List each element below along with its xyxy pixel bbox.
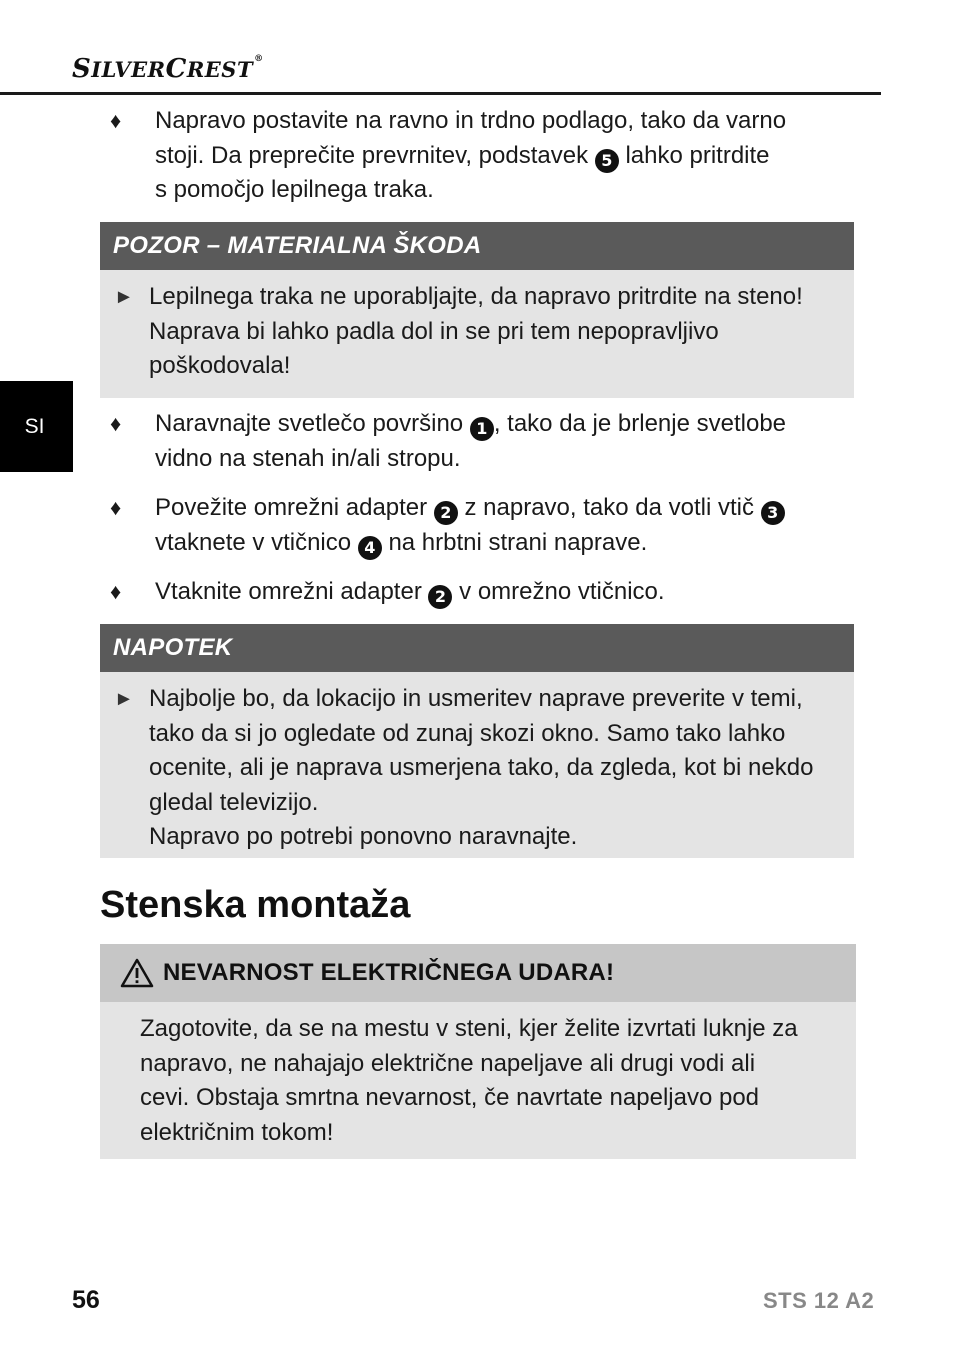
caution-box: POZOR – MATERIALNA ŠKODA ► Lepilnega traka ne uporabljajte, da napravo pritrdite na steno! Naprava bi lahko padla dol in se pri tem nepopravljivo poškodovala! — [100, 222, 854, 398]
model-label: STS 12 A2 — [763, 1288, 875, 1313]
part-number-badge: 2 — [428, 585, 452, 609]
arrow-bullet-icon: ► — [114, 286, 134, 308]
note-box: NAPOTEK ► Najbolje bo, da lokacijo in usmeritev naprave preverite v temi, tako da si jo ogledate od zunaj skozi okno. Samo tako lahko ocenite, ali je naprava usmerjena tako, da zgleda, kot bi nekdo gledal televizijo. Napravo po potrebi ponovno naravnajte. — [100, 624, 854, 858]
page-number: 56 — [72, 1286, 100, 1314]
bullet-item: ♦ Napravo postavite na ravno in trdno podlago, tako da varno stoji. Da preprečite prevrnitev, podstavek 5 lahko pritrdite s pomočjo lepilnega traka. — [110, 104, 840, 208]
language-tab-label: SI — [24, 414, 45, 438]
brand-logo: SILVERCREST® — [72, 54, 264, 84]
part-number-badge: 5 — [595, 149, 619, 173]
diamond-bullet-icon: ♦ — [110, 411, 122, 436]
part-number-badge: 2 — [434, 501, 458, 525]
header-rule — [0, 92, 881, 95]
diamond-bullet-icon: ♦ — [110, 579, 122, 604]
bullet-item: ♦ Povežite omrežni adapter 2 z napravo, tako da votli vtič 3 vtaknete v vtičnico 4 na hrbtni strani naprave. — [110, 491, 840, 560]
section-title: Stenska montaža — [100, 884, 411, 926]
warning-box-header — [100, 944, 856, 1002]
language-tab — [0, 381, 73, 472]
warning-box: NEVARNOST ELEKTRIČNEGA UDARA! Zagotovite, da se na mestu v steni, kjer želite izvrtati luknje za napravo, ne nahajajo električne napeljave ali drugi vodi ali cevi. Obstaja smrtna nevarnost, če navrtate napeljavo pod električnim tokom! — [100, 944, 856, 1159]
warning-triangle-icon — [120, 958, 154, 988]
caution-box-title: POZOR – MATERIALNA ŠKODA — [100, 222, 854, 270]
warning-box-title: NEVARNOST ELEKTRIČNEGA UDARA! — [163, 958, 615, 986]
arrow-bullet-icon: ► — [114, 688, 134, 710]
diamond-bullet-icon: ♦ — [110, 108, 122, 133]
part-number-badge: 3 — [761, 501, 785, 525]
diamond-bullet-icon: ♦ — [110, 495, 122, 520]
bullet-item: ♦ Vtaknite omrežni adapter 2 v omrežno vtičnico. — [110, 575, 840, 610]
note-box-title: NAPOTEK — [100, 624, 854, 672]
bullet-item: ♦ Naravnajte svetlečo površino 1 , tako da je brlenje svetlobe vidno na stenah in/ali stropu. — [110, 407, 840, 476]
part-number-badge: 1 — [470, 417, 494, 441]
part-number-badge: 4 — [358, 536, 382, 560]
